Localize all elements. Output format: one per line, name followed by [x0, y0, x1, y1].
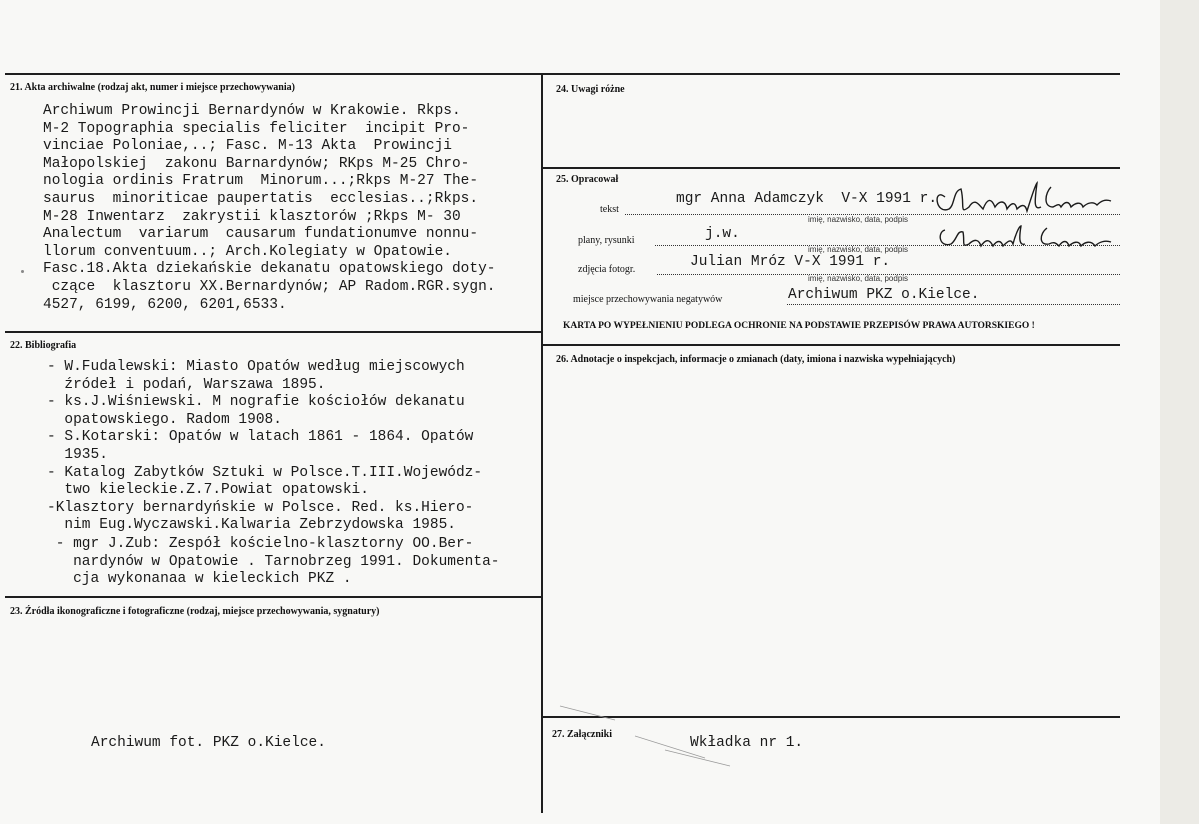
plany-hint: imię, nazwisko, data, podpis — [808, 245, 909, 254]
zdjecia-hint: imię, nazwisko, data, podpis — [808, 274, 909, 283]
zdjecia-key: zdjęcia fotogr. — [578, 264, 636, 275]
zdjecia-value: Julian Mróz V-X 1991 r. — [690, 254, 891, 270]
s22-line: - mgr J.Zub: Zespół kościelno-klasztorny OO.Ber- — [47, 536, 474, 552]
scan-edge — [1160, 0, 1199, 824]
signature-plans-author — [935, 220, 1125, 254]
section-27-value: Wkładka nr 1. — [690, 735, 804, 751]
s21-line: 4527, 6199, 6200, 6201,6533. — [43, 296, 287, 313]
rule-22-23 — [5, 596, 542, 598]
s21-line: M-28 Inwentarz zakrystii klasztorów ;Rkps M- 30 — [43, 208, 461, 225]
s21-line: M-2 Topographia specialis feliciter incipit Pro- — [43, 120, 470, 137]
plany-key: plany, rysunki — [578, 235, 635, 246]
s21-line: vinciae Poloniae,..; Fasc. M-13 Akta Prowincji — [43, 138, 452, 155]
s21-line: nologia ordinis Fratrum Minorum...;Rkps M-27 The- — [43, 173, 479, 190]
s22-line: źródeł i podań, Warszawa 1895. — [47, 376, 326, 393]
s22-line: - ks.J.Wiśniewski. M nografie kościołów dekanatu — [47, 394, 465, 411]
tekst-hint: imię, nazwisko, data, podpis — [808, 215, 909, 224]
negatywy-value: Archiwum PKZ o.Kielce. — [788, 287, 980, 303]
s21-line: czące klasztoru XX.Bernardynów; AP Radom.RGR.sygn. — [43, 279, 496, 295]
rule-25-26 — [541, 344, 1120, 346]
s21-line: saurus minoriticae paupertatis ecclesias..;Rkps. — [43, 191, 479, 207]
center-divider — [541, 73, 543, 813]
section-24-label: 24. Uwagi różne — [556, 84, 625, 95]
s21-line: Małopolskiej zakonu Barnardynów; RKps M-25 Chro- — [43, 155, 470, 172]
rule-21-22 — [5, 331, 542, 333]
section-22-label: 22. Bibliografia — [10, 340, 77, 351]
tekst-key: tekst — [600, 204, 619, 215]
section-26-label: 26. Adnotacje o inspekcjach, informacje o zmianach (daty, imiona i nazwiska wypełniających) — [556, 354, 956, 365]
negatywy-key: miejsce przechowywania negatywów — [573, 294, 723, 305]
s22-line: nim Eug.Wyczawski.Kalwaria Zebrzydowska 1985. — [47, 517, 456, 534]
s22-line: opatowskiego. Radom 1908. — [47, 411, 282, 428]
s22-line: - Katalog Zabytków Sztuki w Polsce.T.III.Wojewódz- — [47, 464, 483, 481]
section-23-value: Archiwum fot. PKZ o.Kielce. — [91, 735, 326, 751]
s22-line: nardynów w Opatowie . Tarnobrzeg 1991. Dokumenta- — [47, 553, 500, 570]
s22-line: two kieleckie.Z.7.Powiat opatowski. — [47, 482, 369, 499]
copyright-notice: KARTA PO WYPEŁNIENIU PODLEGA OCHRONIE NA PODSTAWIE PRZEPISÓW PRAWA AUTORSKIEGO ! — [563, 321, 1035, 331]
section-23-label: 23. Źródła ikonograficzne i fotograficzne (rodzaj, miejsce przechowywania, sygnatury) — [10, 606, 380, 617]
pencil-scratch — [555, 700, 745, 770]
section-25-label: 25. Opracował — [556, 174, 619, 185]
plany-value: j.w. — [705, 226, 740, 242]
s22-line: cja wykonanaa w kieleckich PKZ . — [47, 571, 352, 588]
s21-line: llorum conventuum..; Arch.Kolegiaty w Opatowie. — [43, 243, 452, 260]
tekst-value: mgr Anna Adamczyk V-X 1991 r. — [676, 191, 938, 207]
s21-line: Archiwum Prowincji Bernardynów w Krakowie. Rkps. — [43, 103, 461, 119]
section-21-label: 21. Akta archiwalne (rodzaj akt, numer i miejsce przechowywania) — [10, 82, 295, 93]
paper-speck — [21, 270, 24, 273]
signature-text-author — [925, 175, 1115, 223]
s22-line: - S.Kotarski: Opatów w latach 1861 - 1864. Opatów — [47, 429, 474, 446]
s21-line: Fasc.18.Akta dziekańskie dekanatu opatowskiego doty- — [43, 261, 496, 278]
top-rule — [5, 73, 1120, 75]
s22-line: - W.Fudalewski: Miasto Opatów według miejscowych — [47, 359, 465, 375]
s22-line: 1935. — [47, 447, 108, 463]
s22-line: -Klasztory bernardyńskie w Polsce. Red. ks.Hiero- — [47, 499, 474, 516]
section-27-label: 27. Załączniki — [552, 729, 613, 740]
s21-line: Analectum variarum causarum fundationumve nonnu- — [43, 226, 479, 243]
rule-24-25 — [541, 167, 1120, 169]
